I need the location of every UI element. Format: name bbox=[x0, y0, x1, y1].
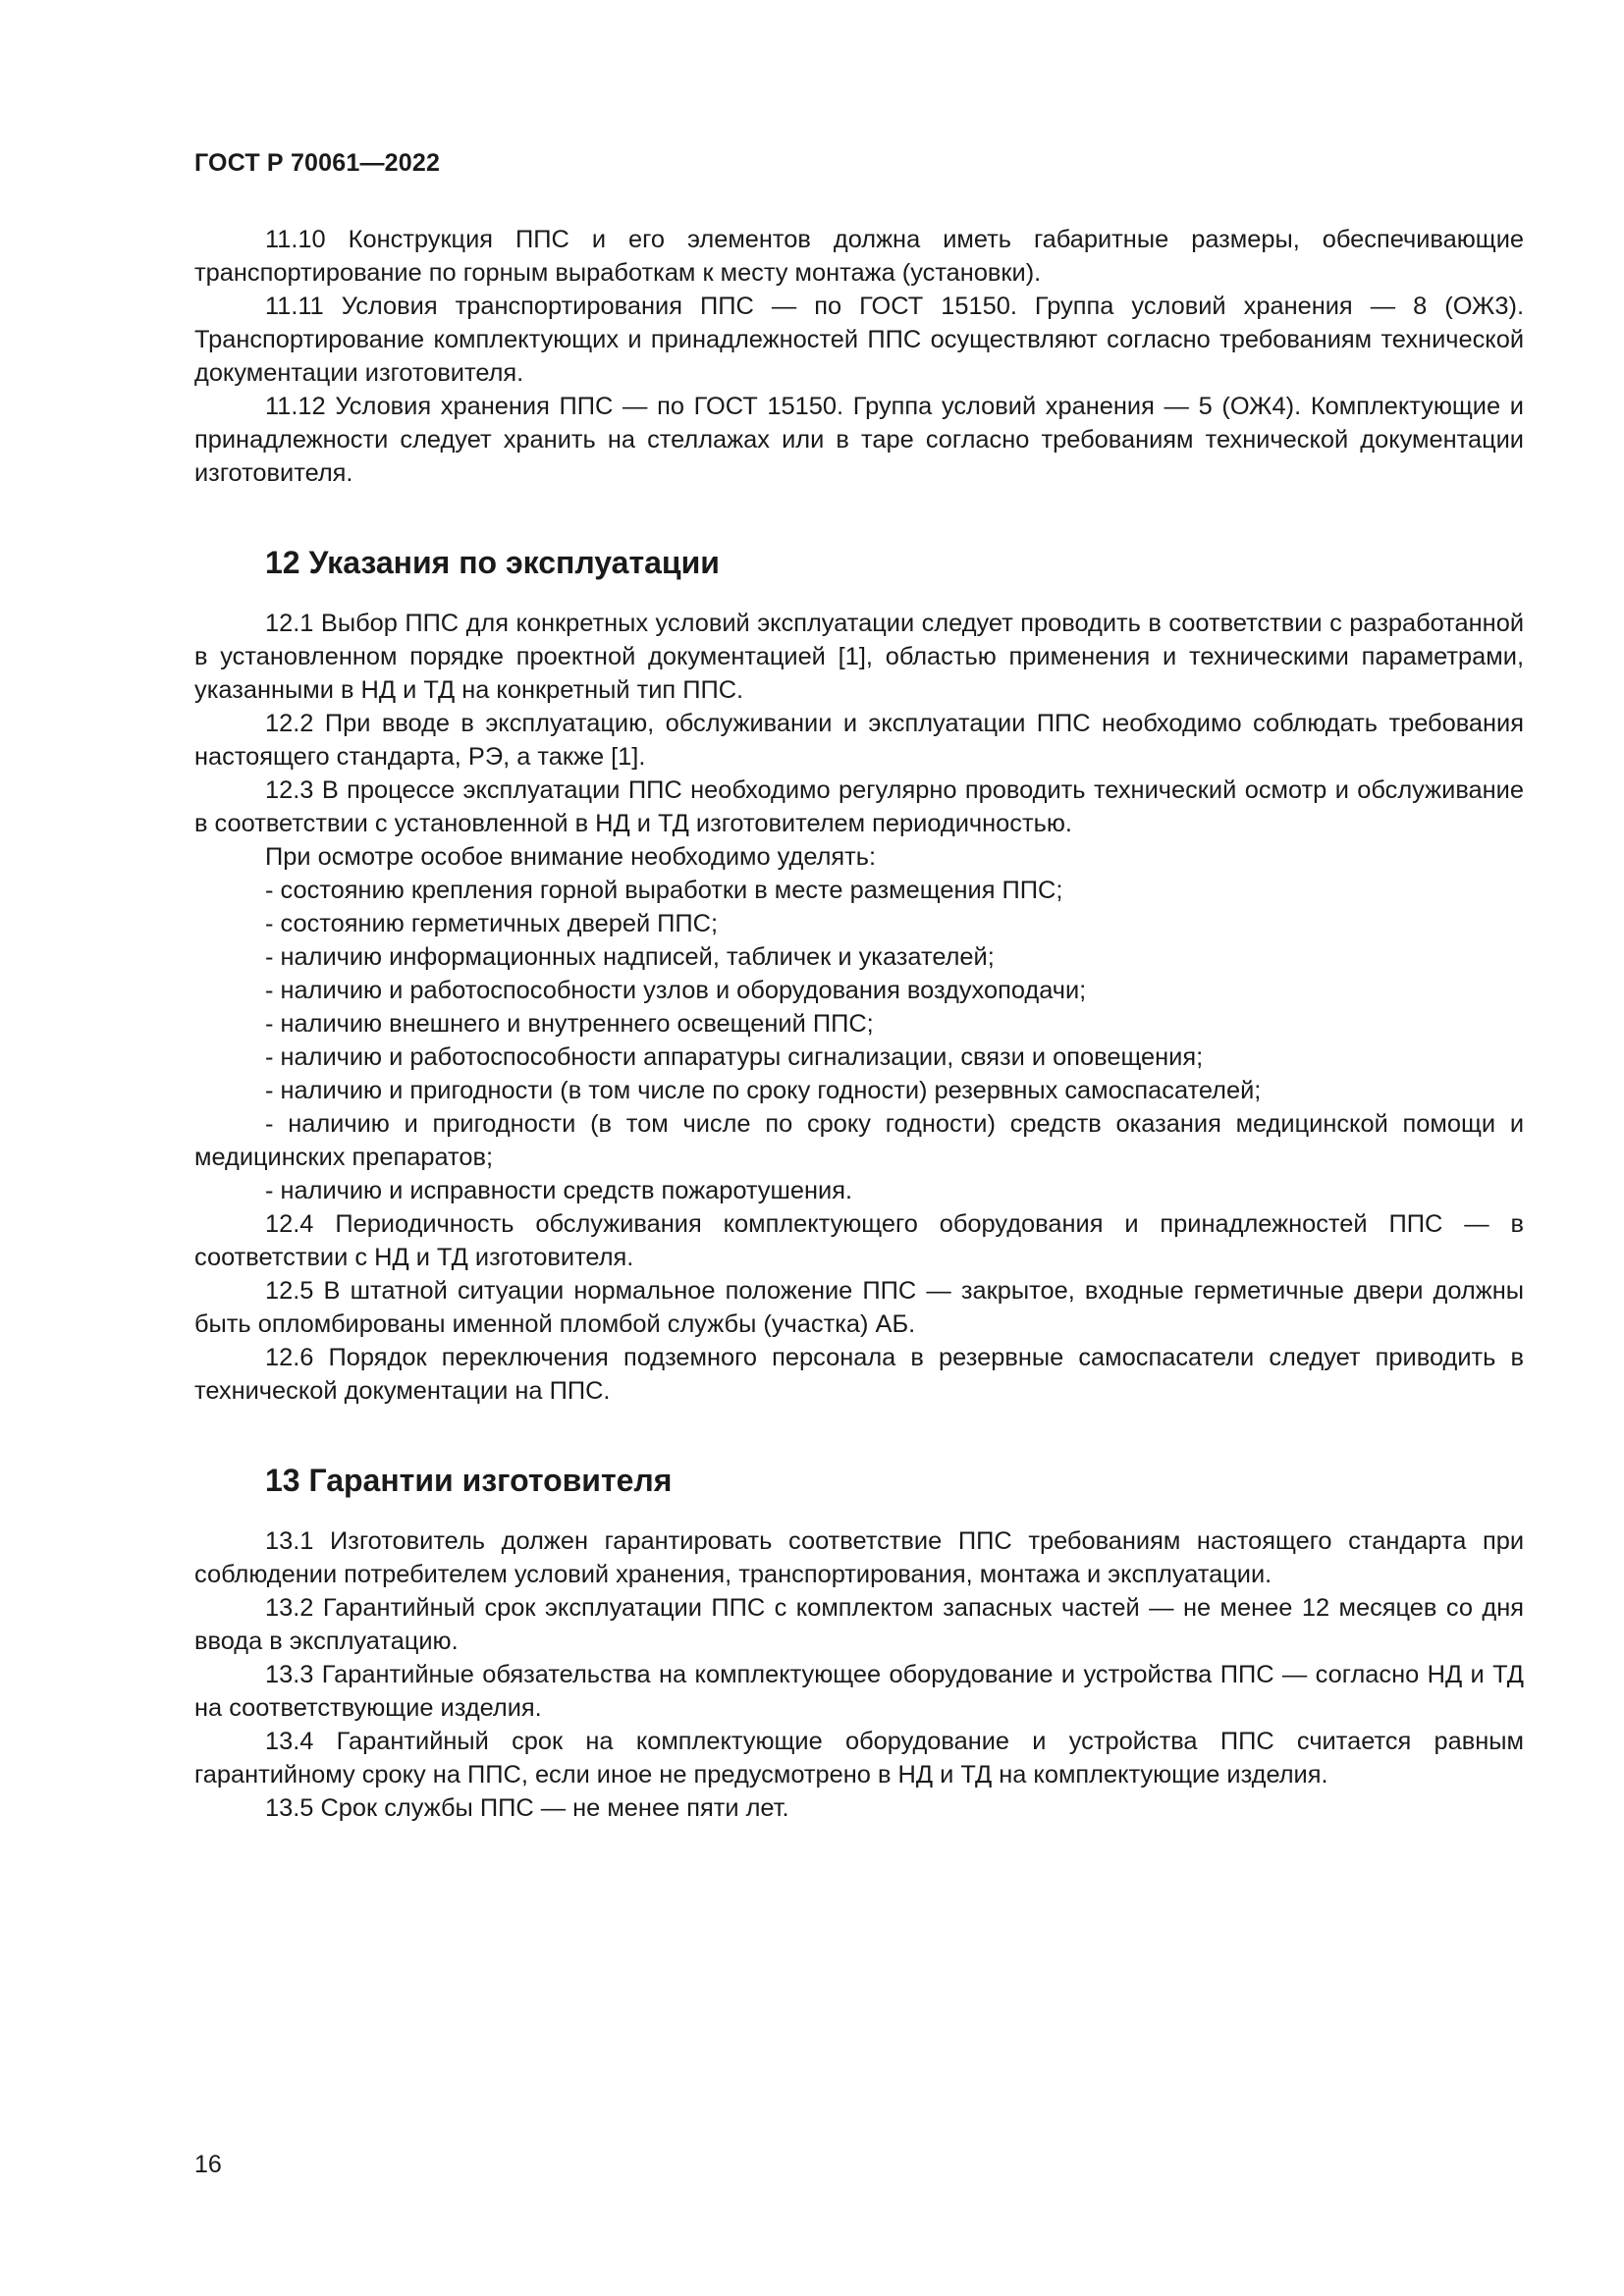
paragraph-13-4: 13.4 Гарантийный срок на комплектующие оборудование и устройства ППС считается равным гарантийному сроку на ППС, если иное не предусмотрено в НД и ТД на комплектующие изделия. bbox=[194, 1728, 1524, 1789]
inspection-item: - наличию и работоспособности узлов и оборудования воздухоподачи; bbox=[265, 977, 1087, 1004]
section-12-heading: 12 Указания по эксплуатации bbox=[265, 545, 720, 580]
inspection-item: - наличию информационных надписей, табличек и указателей; bbox=[265, 943, 995, 971]
paragraph-13-1: 13.1 Изготовитель должен гарантировать соответствие ППС требованиям настоящего стандарта при соблюдении потребителем условий хранения, транспортирования, монтажа и эксплуатации. bbox=[194, 1527, 1524, 1588]
paragraph-12-3: 12.3 В процессе эксплуатации ППС необходимо регулярно проводить технический осмотр и обслуживание в соответствии с установленной в НД и ТД изготовителем периодичностью. bbox=[194, 776, 1524, 837]
inspection-item: - наличию и исправности средств пожаротушения. bbox=[265, 1177, 853, 1204]
paragraph-12-1: 12.1 Выбор ППС для конкретных условий эксплуатации следует проводить в соответствии с разработанной в установленном порядке проектной документацией [1], областью применения и техническими параметрами, указанными в НД и ТД на конкретный тип ППС. bbox=[194, 610, 1524, 704]
inspection-item: - состоянию крепления горной выработки в месте размещения ППС; bbox=[265, 877, 1063, 904]
inspection-item: - наличию и пригодности (в том числе по сроку годности) средств оказания медицинской помощи и медицинских препаратов; bbox=[194, 1110, 1524, 1171]
paragraph-12-4: 12.4 Периодичность обслуживания комплектующего оборудования и принадлежностей ППС — в соответствии с НД и ТД изготовителя. bbox=[194, 1210, 1524, 1271]
inspection-intro: При осмотре особое внимание необходимо уделять: bbox=[265, 843, 877, 871]
section-13-heading: 13 Гарантии изготовителя bbox=[265, 1463, 673, 1498]
inspection-item: - состоянию герметичных дверей ППС; bbox=[265, 910, 719, 937]
paragraph-12-2: 12.2 При вводе в эксплуатацию, обслуживании и эксплуатации ППС необходимо соблюдать требования настоящего стандарта, РЭ, а также [1]. bbox=[194, 710, 1524, 771]
paragraph-11-12: 11.12 Условия хранения ППС — по ГОСТ 15150. Группа условий хранения — 5 (ОЖ4). Комплектующие и принадлежности следует хранить на стеллажах или в таре согласно требованиям технической документации изготовителя. bbox=[194, 393, 1524, 487]
paragraph-13-3: 13.3 Гарантийные обязательства на комплектующее оборудование и устройства ППС — согласно НД и ТД на соответствующие изделия. bbox=[194, 1661, 1524, 1722]
document-code-header: ГОСТ Р 70061—2022 bbox=[194, 149, 441, 177]
paragraph-12-6: 12.6 Порядок переключения подземного персонала в резервные самоспасатели следует приводить в технической документации на ППС. bbox=[194, 1344, 1524, 1405]
inspection-item: - наличию и работоспособности аппаратуры сигнализации, связи и оповещения; bbox=[265, 1043, 1204, 1071]
page-number: 16 bbox=[194, 2151, 222, 2178]
paragraph-13-5: 13.5 Срок службы ППС — не менее пяти лет. bbox=[265, 1794, 789, 1822]
inspection-item: - наличию и пригодности (в том числе по сроку годности) резервных самоспасателей; bbox=[265, 1077, 1262, 1104]
paragraph-11-11: 11.11 Условия транспортирования ППС — по ГОСТ 15150. Группа условий хранения — 8 (ОЖ3). Транспортирование комплектующих и принадлежностей ППС осуществляют согласно требованиям технической документации изготовителя. bbox=[194, 293, 1524, 387]
paragraph-12-5: 12.5 В штатной ситуации нормальное положение ППС — закрытое, входные герметичные двери должны быть опломбированы именной пломбой службы (участка) АБ. bbox=[194, 1277, 1524, 1338]
inspection-item: - наличию внешнего и внутреннего освещений ППС; bbox=[265, 1010, 874, 1038]
document-body bbox=[194, 223, 1524, 1825]
paragraph-11-10: 11.10 Конструкция ППС и его элементов должна иметь габаритные размеры, обеспечивающие транспортирование по горным выработкам к месту монтажа (установки). bbox=[194, 226, 1524, 287]
paragraph-13-2: 13.2 Гарантийный срок эксплуатации ППС с комплектом запасных частей — не менее 12 месяцев со дня ввода в эксплуатацию. bbox=[194, 1594, 1524, 1655]
